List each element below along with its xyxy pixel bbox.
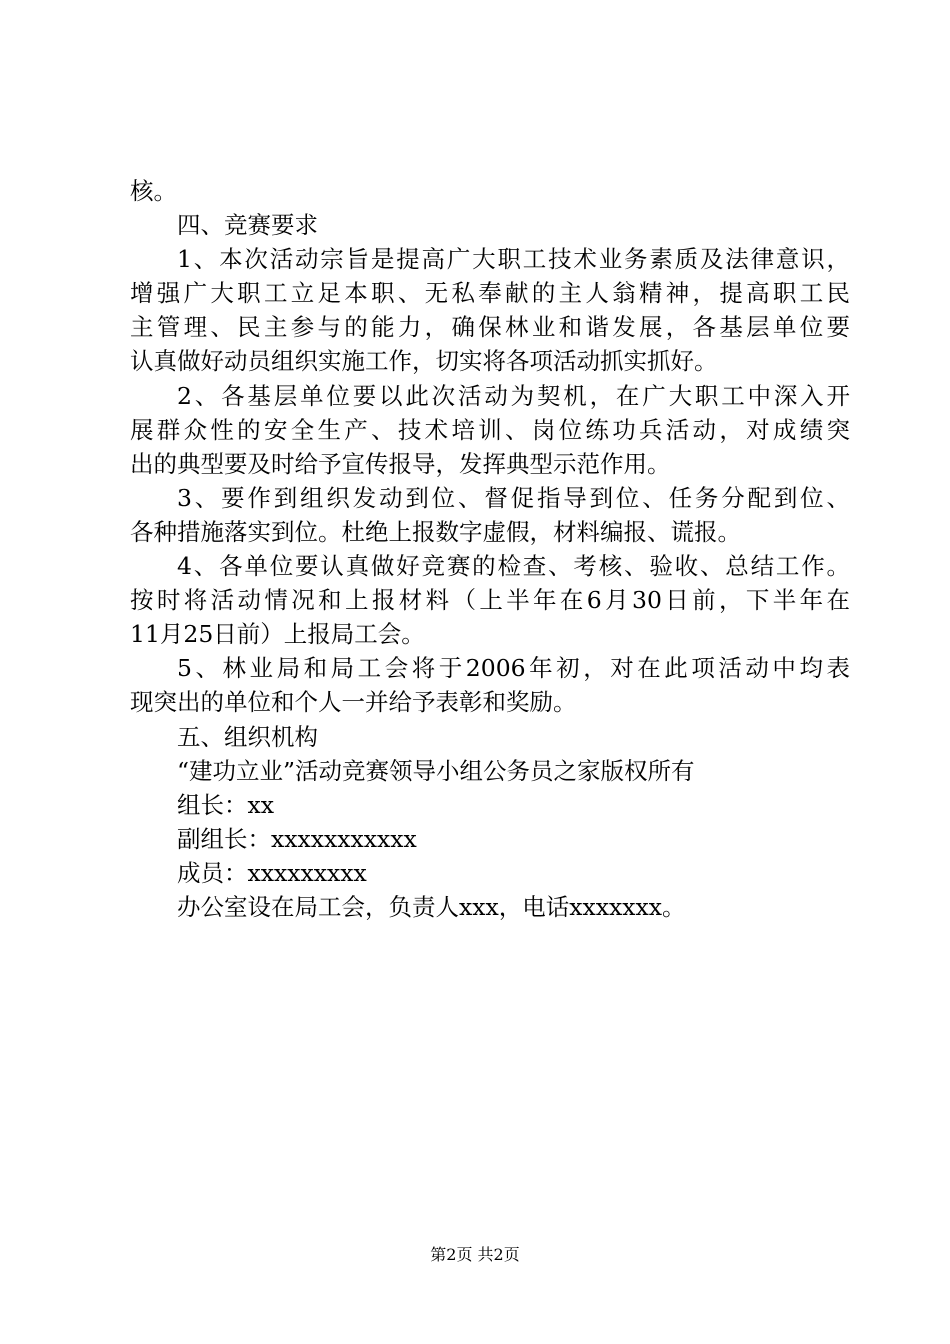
text-line: 5、林业局和局工会将于2006年初，对在此项活动中均表 xyxy=(177,654,850,683)
text-line: 增强广大职工立足本职、无私奉献的主人翁精神，提高职工民 xyxy=(130,279,850,308)
text-line: 2、各基层单位要以此次活动为契机，在广大职工中深入开 xyxy=(177,381,850,410)
deputy-leader: 副组长：xxxxxxxxxxx xyxy=(177,824,417,853)
page-footer xyxy=(0,1244,950,1266)
text-line: 4、各单位要认真做好竞赛的检查、考核、验收、总结工作。 xyxy=(177,552,850,581)
group-title: “建功立业”活动竞赛领导小组公务员之家版权所有 xyxy=(177,756,695,785)
text-line: 各种措施落实到位。杜绝上报数字虚假，材料编报、谎报。 xyxy=(130,517,741,546)
section-heading-organization: 五、组织机构 xyxy=(177,722,318,751)
text-line: 认真做好动员组织实施工作，切实将各项活动抓实抓好。 xyxy=(130,347,718,376)
text-line: 出的典型要及时给予宣传报导，发挥典型示范作用。 xyxy=(130,449,671,478)
text-line: 按时将活动情况和上报材料（上半年在6月30日前，下半年在 xyxy=(130,586,850,615)
text-line: 主管理、民主参与的能力，确保林业和谐发展，各基层单位要 xyxy=(130,313,850,342)
members: 成员：xxxxxxxxx xyxy=(177,858,367,887)
group-leader: 组长：xx xyxy=(177,790,275,819)
text-line: 3、要作到组织发动到位、督促指导到位、任务分配到位、 xyxy=(177,483,850,512)
page-number: 第2页 共2页 xyxy=(430,1245,520,1264)
text-line: 现突出的单位和个人一并给予表彰和奖励。 xyxy=(130,688,577,717)
text-line: 核。 xyxy=(130,177,177,205)
office-contact: 办公室设在局工会，负责人xxx，电话xxxxxxx。 xyxy=(177,892,686,921)
section-heading-requirements: 四、竞赛要求 xyxy=(177,211,318,240)
text-line: 11月25日前）上报局工会。 xyxy=(130,620,425,649)
text-line: 展群众性的安全生产、技术培训、岗位练功兵活动，对成绩突 xyxy=(130,415,850,444)
text-line: 1、本次活动宗旨是提高广大职工技术业务素质及法律意识， xyxy=(177,245,850,274)
document-body xyxy=(130,174,850,924)
